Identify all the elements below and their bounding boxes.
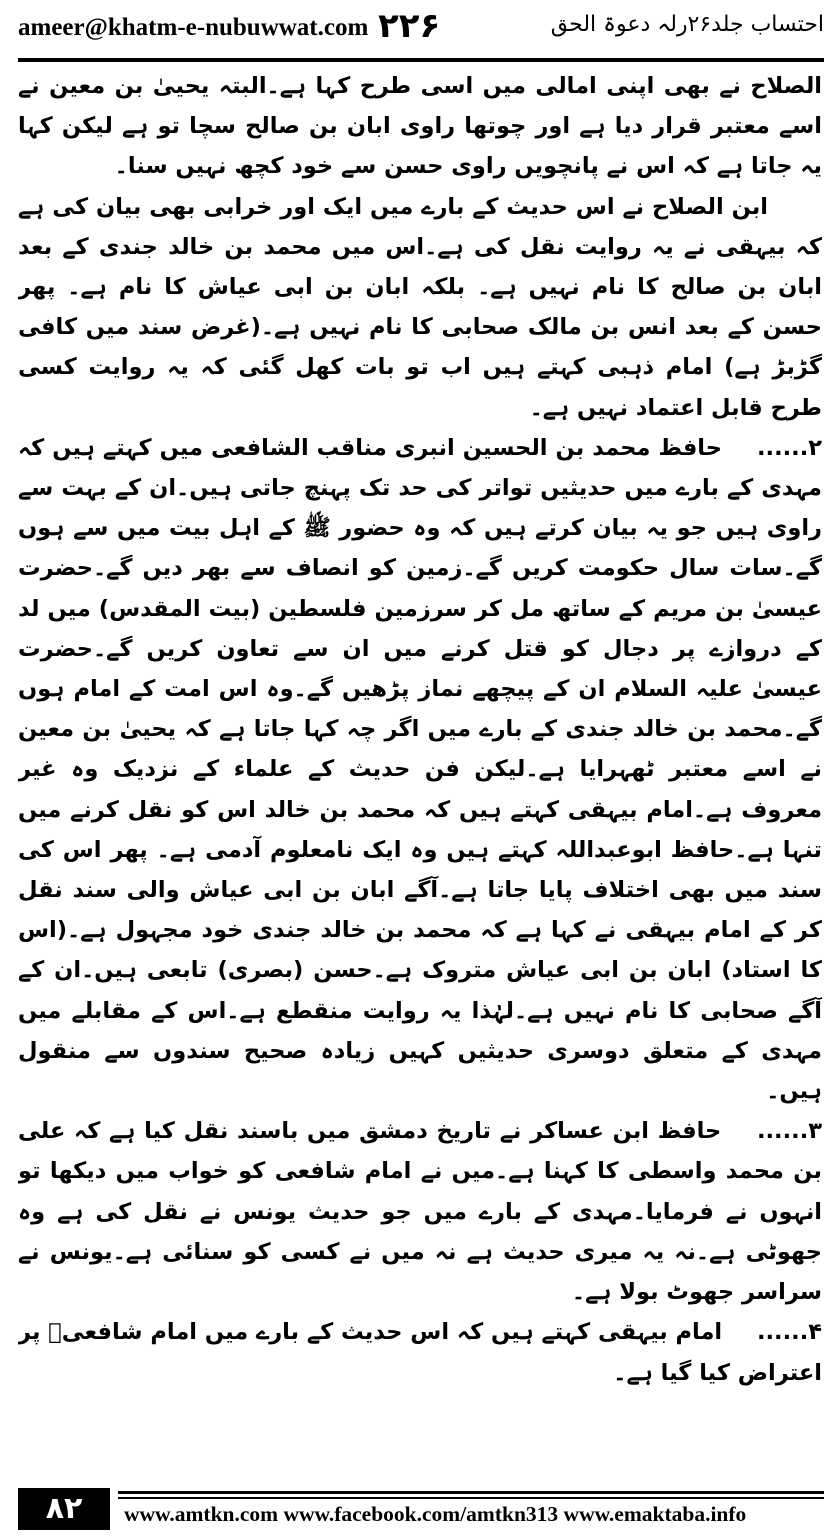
- paragraph-text: امام بیہقی کہتے ہیں کہ اس حدیث کے بارے میں امام شافعیؒ پر اعتراض کیا گیا ہے۔: [18, 1319, 822, 1386]
- paragraph-text: ابن الصلاح نے اس حدیث کے بارے میں ایک اور خرابی بھی بیان کی ہے کہ بیہقی نے یہ روایت نقل کی ہے۔اس میں محمد بن خالد جندی کے بعد ابان بن صالح کا نام نہیں ہے۔ بلکہ ابان بن ابی عیاش کا نام ہے۔ پھر حسن کے بعد انس بن مالک صحابی کا نام نہیں ہے۔(غرض سند میں کافی گڑبڑ ہے) امام ذہبی کہتے ہیں اب تو بات کھل گئی کہ یہ روایت کسی طرح قابل اعتماد نہیں ہے۔: [18, 193, 822, 421]
- paragraph-text: الصلاح نے بھی اپنی امالی میں اسی طرح کہا ہے۔البتہ یحییٰ بن معین نے اسے معتبر قرار دیا ہے اور چوتھا راوی ابان بن صالح سچا تو ہے لیکن کہا یہ جاتا ہے کہ اس نے پانچویں راوی حسن سے خود کچھ نہیں سنا۔: [18, 73, 822, 180]
- page-body: [18, 66, 822, 1466]
- footer-rule: [118, 1491, 824, 1494]
- paragraph-number: ۴......: [756, 1319, 822, 1346]
- footer-page-number: ۸۲: [18, 1488, 110, 1530]
- header-page-number: ۲۲۶: [378, 6, 441, 46]
- header-email: ameer@khatm-e-nubuwwat.com: [18, 14, 369, 41]
- numbered-paragraph: [18, 1111, 822, 1312]
- paragraph: [18, 187, 822, 428]
- paragraph-text: حافظ ابن عساکر نے تاریخ دمشق میں باسند نقل کیا ہے کہ علی بن محمد واسطی کا کہنا ہے۔میں نے امام شافعی کو خواب میں دیکھا تو انہوں نے فرمایا۔مہدی کے بارے میں جو حدیث یونس نے نقل کی ہے وہ جھوٹی ہے۔نہ یہ میری حدیث ہے نہ میں نے کسی کو سنائی ہے۔یونس نے سراسر جھوٹ بولا ہے۔: [18, 1118, 822, 1306]
- paragraph-number: ۳......: [756, 1118, 822, 1145]
- paragraph: [18, 66, 822, 187]
- running-head: احتساب جلد۲۶رلہ دعوۃ الحق: [550, 12, 824, 37]
- header-rule: [18, 58, 824, 62]
- numbered-paragraph: [18, 428, 822, 1111]
- numbered-paragraph: [18, 1312, 822, 1392]
- paragraph-number: ۲......: [756, 434, 822, 461]
- footer-links: www.amtkn.com www.facebook.com/amtkn313 www.emaktaba.info: [124, 1502, 747, 1526]
- page-header: [18, 0, 824, 56]
- paragraph-text: حافظ محمد بن الحسین انبری مناقب الشافعی میں کہتے ہیں کہ مہدی کے بارے میں حدیثیں تواتر کی حد تک پہنچ جاتی ہیں۔ان کے بہت سے راوی ہیں جو یہ بیان کرتے ہیں کہ وہ حضور ﷺ کے اہل بیت میں سے ہوں گے۔سات سال حکومت کریں گے۔زمین کو انصاف سے بھر دیں گے۔حضرت عیسیٰ بن مریم کے ساتھ مل کر سرزمین فلسطین (بیت المقدس) میں لد کے دروازے پر دجال کو قتل کرنے میں ان سے تعاون کریں گے۔حضرت عیسیٰ علیہ السلام ان کے پیچھے نماز پڑھیں گے۔وہ اس امت کے امام ہوں گے۔محمد بن خالد جندی کے بارے میں اگر چہ کہا جاتا ہے کہ یحییٰ بن معین نے اسے معتبر ٹھہرایا ہے۔لیکن فن حدیث کے علماء کے نزدیک وہ غیر معروف ہے۔امام بیہقی کہتے ہیں کہ محمد بن خالد اس کو نقل کرنے میں تنہا ہے۔حافظ ابوعبداللہ کہتے ہیں وہ ایک نامعلوم آدمی ہے۔ پھر اس کی سند میں بھی اختلاف پایا جاتا ہے۔آگے ابان بن ابی عیاش والی سند نقل کر کے امام بیہقی نے کہا ہے کہ محمد بن خالد جندی خود مجہول ہے۔(اس کا استاد) ابان بن ابی عیاش متروک ہے۔حسن (بصری) تابعی ہیں۔ان کے آگے صحابی کا نام نہیں ہے۔لہٰذا یہ روایت منقطع ہے۔اس کے مقابلے میں مہدی کے متعلق دوسری حدیثیں کہیں زیادہ صحیح سندوں سے منقول ہیں۔: [18, 434, 822, 1105]
- footer-rule: [118, 1497, 824, 1499]
